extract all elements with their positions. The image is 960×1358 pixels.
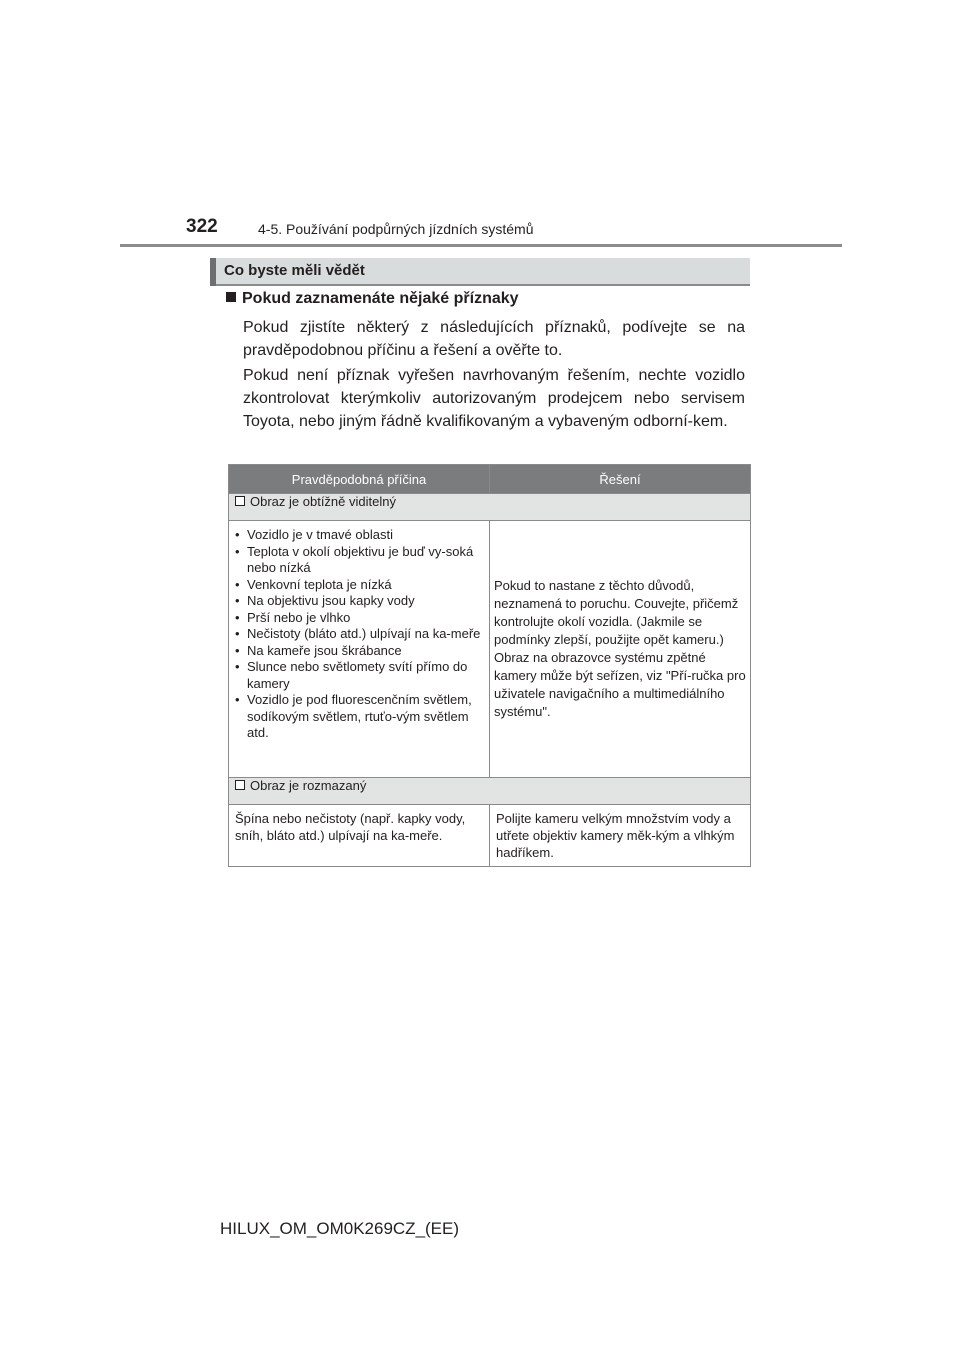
chapter-title: 4-5. Používání podpůrných jízdních systémů <box>258 221 534 237</box>
list-item: • Slunce nebo světlomety svítí přímo do kamery <box>235 659 485 692</box>
section-title: Co byste měli vědět <box>224 262 365 279</box>
list-item: • Venkovní teplota je nízká <box>235 577 485 594</box>
list-item: • Vozidlo je pod fluorescenčním světlem, sodíkovým světlem, rtuťo-vým světlem atd. <box>235 692 485 742</box>
section-bar <box>210 258 216 286</box>
list-item: • Teplota v okolí objektivu je buď vy-soká nebo nízká <box>235 544 485 577</box>
troubleshooting-table <box>228 464 751 867</box>
list-item: • Prší nebo je vlhko <box>235 610 485 627</box>
causes-list <box>235 527 485 742</box>
square-bullet-icon <box>226 292 236 302</box>
table-row <box>229 521 751 778</box>
table-row <box>229 805 751 867</box>
group-label: Obraz je obtížně viditelný <box>250 494 396 509</box>
group-label-cell <box>229 778 751 805</box>
column-header-solution: Řešení <box>490 465 751 494</box>
footer-code: HILUX_OM_OM0K269CZ_(EE) <box>220 1219 460 1238</box>
subsection-heading-text: Pokud zaznamenáte nějaké příznaky <box>242 290 519 307</box>
checkbox-icon <box>235 496 245 506</box>
table-header-row <box>229 465 751 494</box>
page-number: 322 <box>186 216 218 237</box>
list-item: • Na objektivu jsou kapky vody <box>235 593 485 610</box>
paragraph: Pokud zjistíte některý z následujících příznaků, podívejte se na pravděpodobnou příčinu a řešení a ověřte to. <box>243 319 745 359</box>
solution-cell: Pokud to nastane z těchto důvodů, neznamená to poruchu. Couvejte, přičemž kontrolujte okolí vozidla. (Jakmile se podmínky zlepší, použijte opět kameru.) Obraz na obrazovce systému zpětné kamery může být seřízen, viz "Pří-ručka pro uživatele navigačního a multimediálního systému". <box>490 521 751 778</box>
list-item: • Vozidlo je v tmavé oblasti <box>235 527 485 544</box>
checkbox-icon <box>235 780 245 790</box>
group-label: Obraz je rozmazaný <box>250 778 367 793</box>
cause-cell: Špína nebo nečistoty (např. kapky vody, sníh, bláto atd.) ulpívají na ka-meře. <box>229 805 490 867</box>
group-label-cell <box>229 494 751 521</box>
paragraph: Pokud není příznak vyřešen navrhovaným řešením, nechte vozidlo zkontrolovat kterýmkoliv autorizovaným prodejcem nebo servisem Toyota, nebo jiným řádně kvalifikovaným a vybaveným odborní-kem. <box>243 367 745 430</box>
subsection-heading <box>226 290 519 308</box>
list-item: • Na kameře jsou škrábance <box>235 643 485 660</box>
table-group-row <box>229 778 751 805</box>
column-header-cause: Pravděpodobná příčina <box>229 465 490 494</box>
header-rule <box>120 244 842 247</box>
section-title-box <box>210 258 750 286</box>
table-group-row <box>229 494 751 521</box>
causes-cell <box>229 521 490 778</box>
list-item: • Nečistoty (bláto atd.) ulpívají na ka-meře <box>235 626 485 643</box>
solution-cell: Polijte kameru velkým množstvím vody a utřete objektiv kamery měk-kým a vlhkým hadříkem. <box>490 805 751 867</box>
